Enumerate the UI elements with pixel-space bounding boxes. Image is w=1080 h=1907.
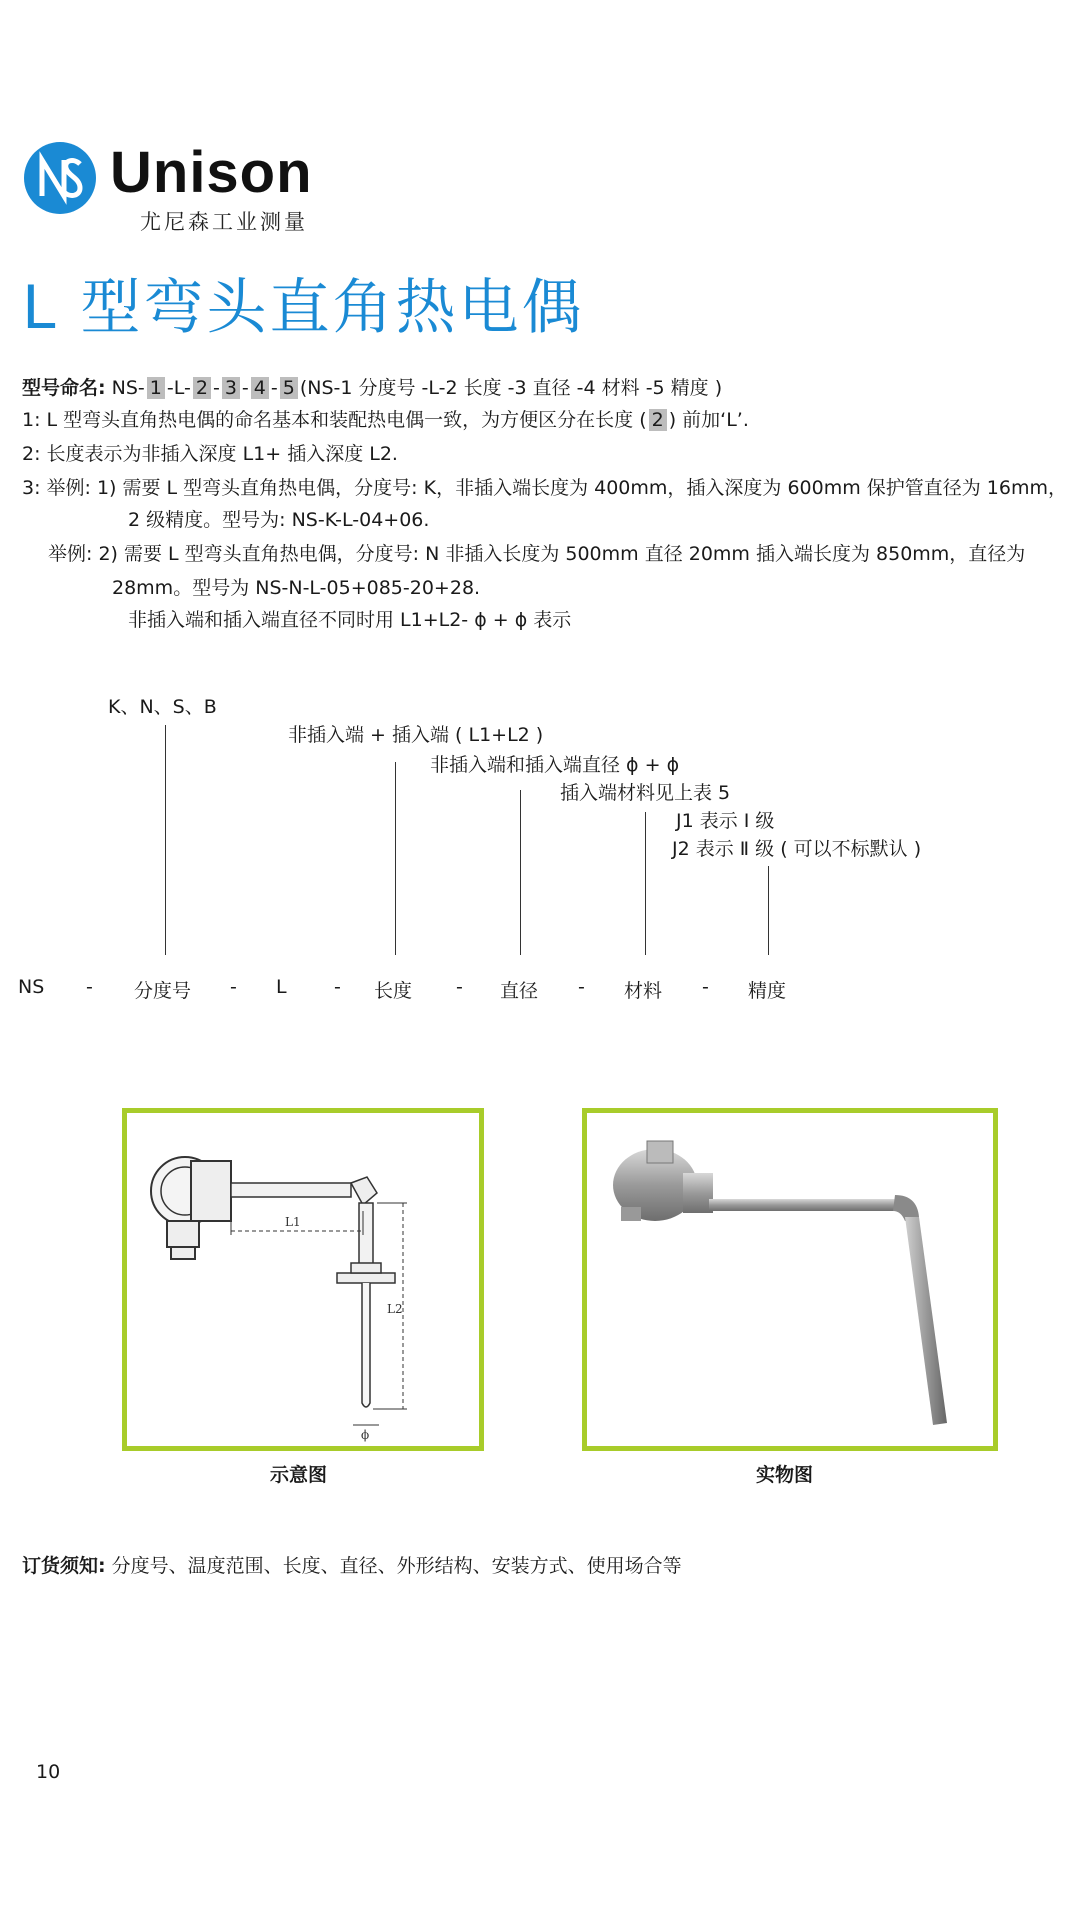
label-length: 非插入端 + 插入端 ( L1+L2 ) — [288, 724, 544, 746]
label-j1: J1 表示 Ⅰ 级 — [676, 810, 775, 832]
row-dash: - — [334, 976, 341, 998]
order-text: 分度号、温度范围、长度、直径、外形结构、安装方式、使用场合等 — [105, 1555, 682, 1577]
connector-length — [395, 762, 396, 955]
model-label: 型号命名: — [22, 377, 106, 399]
note-4-line-1: 举例: 2) 需要 L 型弯头直角热电偶，分度号: N 非插入长度为 500mm 直径 20mm 插入端长度为 850mm，直径为 — [48, 543, 1026, 565]
label-material: 插入端材料见上表 5 — [560, 782, 731, 804]
row-dash: - — [86, 976, 93, 998]
photo-drawing — [587, 1113, 993, 1446]
note-4-line-3: 非插入端和插入端直径不同时用 L1+L2- ϕ + ϕ 表示 — [128, 609, 572, 631]
row-dash: - — [702, 976, 709, 998]
schematic-phi-label: ϕ — [361, 1428, 370, 1442]
note-1 — [22, 406, 749, 434]
row-length: 长度 — [374, 980, 413, 1002]
connector-diameter — [520, 790, 521, 955]
connector-material — [645, 812, 646, 955]
model-suffix: (NS-1 分度号 -L-2 长度 -3 直径 -4 材料 -5 精度 ) — [299, 377, 723, 399]
note-1-text-end: ) 前加‘L’. — [668, 409, 749, 431]
note-2: 2: 长度表示为非插入深度 L1+ 插入深度 L2. — [22, 443, 398, 465]
row-material: 材料 — [624, 980, 663, 1002]
note-3-line-2: 2 级精度。型号为: NS-K-L-04+06. — [128, 509, 430, 531]
note-1-text: 1: L 型弯头直角热电偶的命名基本和装配热电偶一致，为方便区分在长度 ( — [22, 409, 647, 431]
photo-caption: 实物图 — [756, 1464, 814, 1486]
model-code-8: - — [270, 377, 278, 399]
model-line — [22, 374, 722, 402]
row-l: L — [276, 976, 287, 998]
order-label: 订货须知: — [22, 1555, 106, 1577]
model-code-box-3: 3 — [222, 377, 240, 399]
photo-frame — [582, 1108, 998, 1451]
page-title: L 型弯头直角热电偶 — [22, 273, 585, 343]
order-notes — [22, 1552, 682, 1580]
row-dash: - — [578, 976, 585, 998]
label-j2: J2 表示 Ⅱ 级 ( 可以不标默认 ) — [672, 838, 922, 860]
note-4-line-2: 28mm。型号为 NS-N-L-05+085-20+28. — [112, 577, 481, 599]
logo-icon — [22, 140, 98, 216]
row-accuracy: 精度 — [748, 980, 787, 1002]
schematic-frame — [122, 1108, 484, 1451]
label-diameter: 非插入端和插入端直径 ϕ + ϕ — [430, 754, 680, 776]
logo-subtitle: 尤尼森工业测量 — [140, 210, 308, 234]
note-1-box: 2 — [649, 409, 667, 431]
logo-wordmark: Unison — [110, 140, 313, 205]
note-3-line-1: 3: 举例: 1) 需要 L 型弯头直角热电偶，分度号: K，非插入端长度为 400mm，插入深度为 600mm 保护管直径为 16mm， — [22, 477, 1067, 499]
connector-accuracy — [768, 866, 769, 955]
model-code-box-5: 5 — [280, 377, 298, 399]
row-dash: - — [230, 976, 237, 998]
model-code-0: NS- — [111, 377, 145, 399]
page-number: 10 — [36, 1761, 61, 1783]
model-code-2: -L- — [166, 377, 191, 399]
label-types: K、N、S、B — [108, 696, 217, 718]
row-ns: NS — [18, 976, 45, 998]
model-code-4: - — [212, 377, 220, 399]
schematic-caption: 示意图 — [270, 1464, 328, 1486]
connector-types — [165, 725, 166, 955]
model-code-6: - — [241, 377, 249, 399]
row-diameter: 直径 — [500, 980, 539, 1002]
model-code-box-2: 2 — [193, 377, 211, 399]
schematic-drawing — [127, 1113, 479, 1446]
schematic-l2-label: L2 — [387, 1302, 403, 1316]
row-graduation: 分度号 — [134, 980, 192, 1002]
model-code-box-4: 4 — [251, 377, 269, 399]
row-dash: - — [456, 976, 463, 998]
model-code-box-1: 1 — [147, 377, 165, 399]
schematic-l1-label: L1 — [285, 1215, 301, 1229]
